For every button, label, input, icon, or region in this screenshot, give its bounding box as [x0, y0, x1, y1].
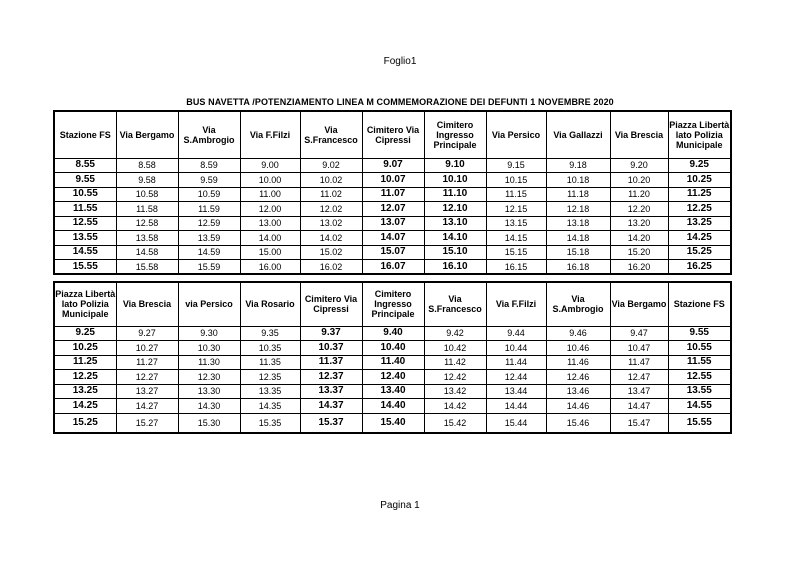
time-cell: 16.10 — [424, 260, 486, 275]
time-cell: 15.02 — [300, 245, 362, 260]
time-cell: 12.00 — [240, 202, 300, 217]
time-cell: 16.15 — [486, 260, 546, 275]
column-header: Via Rosario — [240, 282, 300, 326]
time-cell: 10.30 — [178, 341, 240, 356]
time-cell: 12.02 — [300, 202, 362, 217]
time-cell: 9.25 — [668, 158, 731, 173]
time-cell: 9.00 — [240, 158, 300, 173]
time-cell: 11.18 — [546, 187, 610, 202]
table-row — [54, 341, 731, 356]
column-header: Via F.Filzi — [240, 111, 300, 158]
time-cell: 15.55 — [54, 260, 116, 275]
time-cell: 14.46 — [546, 399, 610, 414]
time-cell: 11.00 — [240, 187, 300, 202]
sheet-name: Foglio1 — [383, 56, 417, 67]
table-row — [54, 187, 731, 202]
time-cell: 13.42 — [424, 384, 486, 399]
outbound-header-row — [54, 111, 731, 158]
time-cell: 9.15 — [486, 158, 546, 173]
time-cell: 13.44 — [486, 384, 546, 399]
time-cell: 11.55 — [668, 355, 731, 370]
time-cell: 15.47 — [610, 413, 668, 433]
time-cell: 11.46 — [546, 355, 610, 370]
table-row — [54, 384, 731, 399]
time-cell: 12.37 — [300, 370, 362, 385]
outbound-timetable — [53, 110, 732, 275]
time-cell: 11.44 — [486, 355, 546, 370]
column-header: Via Persico — [486, 111, 546, 158]
time-cell: 14.42 — [424, 399, 486, 414]
time-cell: 13.35 — [240, 384, 300, 399]
time-cell: 11.40 — [362, 355, 424, 370]
time-cell: 11.27 — [116, 355, 178, 370]
time-cell: 16.02 — [300, 260, 362, 275]
table-row — [54, 202, 731, 217]
time-cell: 14.58 — [116, 245, 178, 260]
time-cell: 13.18 — [546, 216, 610, 231]
time-cell: 14.02 — [300, 231, 362, 246]
time-cell: 15.27 — [116, 413, 178, 433]
time-cell: 14.18 — [546, 231, 610, 246]
time-cell: 11.37 — [300, 355, 362, 370]
time-cell: 12.55 — [54, 216, 116, 231]
time-cell: 12.40 — [362, 370, 424, 385]
time-cell: 9.47 — [610, 326, 668, 341]
time-cell: 13.55 — [668, 384, 731, 399]
time-cell: 15.35 — [240, 413, 300, 433]
time-cell: 10.59 — [178, 187, 240, 202]
time-cell: 8.55 — [54, 158, 116, 173]
column-header: Via Bergamo — [116, 111, 178, 158]
time-cell: 12.58 — [116, 216, 178, 231]
time-cell: 13.27 — [116, 384, 178, 399]
time-cell: 9.55 — [54, 173, 116, 188]
time-cell: 14.07 — [362, 231, 424, 246]
time-cell: 10.46 — [546, 341, 610, 356]
return-body — [54, 326, 731, 433]
time-cell: 9.02 — [300, 158, 362, 173]
time-cell: 10.37 — [300, 341, 362, 356]
time-cell: 14.55 — [668, 399, 731, 414]
column-header: Cimitero Via Cipressi — [300, 282, 362, 326]
time-cell: 14.37 — [300, 399, 362, 414]
time-cell: 12.10 — [424, 202, 486, 217]
time-cell: 14.35 — [240, 399, 300, 414]
table-row — [54, 245, 731, 260]
return-timetable — [53, 281, 732, 434]
table-row — [54, 173, 731, 188]
time-cell: 11.42 — [424, 355, 486, 370]
time-cell: 9.55 — [668, 326, 731, 341]
time-cell: 11.35 — [240, 355, 300, 370]
time-cell: 9.10 — [424, 158, 486, 173]
time-cell: 14.30 — [178, 399, 240, 414]
time-cell: 13.25 — [668, 216, 731, 231]
time-cell: 10.07 — [362, 173, 424, 188]
time-cell: 9.27 — [116, 326, 178, 341]
time-cell: 12.35 — [240, 370, 300, 385]
time-cell: 15.44 — [486, 413, 546, 433]
time-cell: 10.35 — [240, 341, 300, 356]
time-cell: 14.15 — [486, 231, 546, 246]
time-cell: 10.44 — [486, 341, 546, 356]
table-row — [54, 399, 731, 414]
time-cell: 13.55 — [54, 231, 116, 246]
table-row — [54, 413, 731, 433]
time-cell: 12.30 — [178, 370, 240, 385]
column-header: Cimitero Via Cipressi — [362, 111, 424, 158]
column-header: Via Bergamo — [610, 282, 668, 326]
table-row — [54, 216, 731, 231]
time-cell: 10.15 — [486, 173, 546, 188]
column-header: Via S.Ambrogio — [178, 111, 240, 158]
time-cell: 12.47 — [610, 370, 668, 385]
time-cell: 13.30 — [178, 384, 240, 399]
time-cell: 10.58 — [116, 187, 178, 202]
document-title: BUS NAVETTA /POTENZIAMENTO LINEA M COMMEMORAZIONE DEI DEFUNTI 1 NOVEMBRE 2020 — [186, 97, 614, 107]
table-row — [54, 355, 731, 370]
time-cell: 10.25 — [668, 173, 731, 188]
time-cell: 16.07 — [362, 260, 424, 275]
time-cell: 13.20 — [610, 216, 668, 231]
time-cell: 13.40 — [362, 384, 424, 399]
time-cell: 9.07 — [362, 158, 424, 173]
time-cell: 10.02 — [300, 173, 362, 188]
time-cell: 14.44 — [486, 399, 546, 414]
time-cell: 10.40 — [362, 341, 424, 356]
return-header-row — [54, 282, 731, 326]
time-cell: 12.15 — [486, 202, 546, 217]
time-cell: 13.15 — [486, 216, 546, 231]
time-cell: 9.20 — [610, 158, 668, 173]
time-cell: 15.25 — [668, 245, 731, 260]
time-cell: 10.10 — [424, 173, 486, 188]
time-cell: 12.20 — [610, 202, 668, 217]
table-row — [54, 260, 731, 275]
time-cell: 15.00 — [240, 245, 300, 260]
time-cell: 16.00 — [240, 260, 300, 275]
time-cell: 12.44 — [486, 370, 546, 385]
time-cell: 11.25 — [668, 187, 731, 202]
column-header: Via Brescia — [610, 111, 668, 158]
time-cell: 10.18 — [546, 173, 610, 188]
time-cell: 14.47 — [610, 399, 668, 414]
time-cell: 15.25 — [54, 413, 116, 433]
time-cell: 13.07 — [362, 216, 424, 231]
time-cell: 11.55 — [54, 202, 116, 217]
time-cell: 15.55 — [668, 413, 731, 433]
time-cell: 10.27 — [116, 341, 178, 356]
time-cell: 13.00 — [240, 216, 300, 231]
time-cell: 15.59 — [178, 260, 240, 275]
time-cell: 11.47 — [610, 355, 668, 370]
column-header: Cimitero Ingresso Principale — [424, 111, 486, 158]
time-cell: 10.47 — [610, 341, 668, 356]
time-cell: 11.07 — [362, 187, 424, 202]
column-header: Via S.Ambrogio — [546, 282, 610, 326]
time-cell: 15.20 — [610, 245, 668, 260]
time-cell: 13.10 — [424, 216, 486, 231]
time-cell: 12.46 — [546, 370, 610, 385]
time-cell: 16.25 — [668, 260, 731, 275]
time-cell: 9.40 — [362, 326, 424, 341]
time-cell: 16.20 — [610, 260, 668, 275]
column-header: Cimitero Ingresso Principale — [362, 282, 424, 326]
time-cell: 14.59 — [178, 245, 240, 260]
time-cell: 13.59 — [178, 231, 240, 246]
column-header: Via Gallazzi — [546, 111, 610, 158]
time-cell: 11.15 — [486, 187, 546, 202]
time-cell: 12.25 — [54, 370, 116, 385]
time-cell: 9.42 — [424, 326, 486, 341]
column-header: Stazione FS — [668, 282, 731, 326]
time-cell: 14.10 — [424, 231, 486, 246]
column-header: Piazza Libertà lato Polizia Municipale — [668, 111, 731, 158]
column-header: Stazione FS — [54, 111, 116, 158]
time-cell: 13.47 — [610, 384, 668, 399]
time-cell: 10.55 — [54, 187, 116, 202]
column-header: Piazza Libertà lato Polizia Municipale — [54, 282, 116, 326]
time-cell: 16.18 — [546, 260, 610, 275]
table-row — [54, 370, 731, 385]
time-cell: 12.18 — [546, 202, 610, 217]
time-cell: 14.20 — [610, 231, 668, 246]
time-cell: 10.25 — [54, 341, 116, 356]
time-cell: 15.58 — [116, 260, 178, 275]
time-cell: 12.25 — [668, 202, 731, 217]
time-cell: 15.10 — [424, 245, 486, 260]
time-cell: 9.37 — [300, 326, 362, 341]
time-cell: 15.37 — [300, 413, 362, 433]
time-cell: 15.42 — [424, 413, 486, 433]
table-row — [54, 158, 731, 173]
time-cell: 11.30 — [178, 355, 240, 370]
time-cell: 15.30 — [178, 413, 240, 433]
time-cell: 10.55 — [668, 341, 731, 356]
time-cell: 13.37 — [300, 384, 362, 399]
time-cell: 15.15 — [486, 245, 546, 260]
page-number: Pagina 1 — [380, 500, 420, 511]
time-cell: 13.25 — [54, 384, 116, 399]
time-cell: 9.58 — [116, 173, 178, 188]
time-cell: 12.42 — [424, 370, 486, 385]
time-cell: 13.58 — [116, 231, 178, 246]
time-cell: 14.40 — [362, 399, 424, 414]
time-cell: 8.58 — [116, 158, 178, 173]
time-cell: 10.42 — [424, 341, 486, 356]
time-cell: 10.20 — [610, 173, 668, 188]
time-cell: 14.27 — [116, 399, 178, 414]
time-cell: 9.25 — [54, 326, 116, 341]
time-cell: 15.40 — [362, 413, 424, 433]
time-cell: 9.30 — [178, 326, 240, 341]
time-cell: 12.27 — [116, 370, 178, 385]
column-header: Via S.Francesco — [300, 111, 362, 158]
column-header: Via Brescia — [116, 282, 178, 326]
time-cell: 8.59 — [178, 158, 240, 173]
time-cell: 11.58 — [116, 202, 178, 217]
time-cell: 12.07 — [362, 202, 424, 217]
time-cell: 15.46 — [546, 413, 610, 433]
time-cell: 13.02 — [300, 216, 362, 231]
time-cell: 9.59 — [178, 173, 240, 188]
time-cell: 9.46 — [546, 326, 610, 341]
time-cell: 11.20 — [610, 187, 668, 202]
table-row — [54, 326, 731, 341]
time-cell: 12.55 — [668, 370, 731, 385]
time-cell: 9.18 — [546, 158, 610, 173]
column-header: via Persico — [178, 282, 240, 326]
outbound-body — [54, 158, 731, 274]
time-cell: 11.25 — [54, 355, 116, 370]
time-cell: 15.07 — [362, 245, 424, 260]
time-cell: 14.55 — [54, 245, 116, 260]
table-row — [54, 231, 731, 246]
time-cell: 14.25 — [668, 231, 731, 246]
time-cell: 10.00 — [240, 173, 300, 188]
time-cell: 15.18 — [546, 245, 610, 260]
column-header: Via F.Filzi — [486, 282, 546, 326]
time-cell: 11.10 — [424, 187, 486, 202]
time-cell: 14.25 — [54, 399, 116, 414]
time-cell: 11.02 — [300, 187, 362, 202]
time-cell: 14.00 — [240, 231, 300, 246]
time-cell: 9.44 — [486, 326, 546, 341]
time-cell: 13.46 — [546, 384, 610, 399]
time-cell: 12.59 — [178, 216, 240, 231]
time-cell: 11.59 — [178, 202, 240, 217]
column-header: Via S.Francesco — [424, 282, 486, 326]
time-cell: 9.35 — [240, 326, 300, 341]
